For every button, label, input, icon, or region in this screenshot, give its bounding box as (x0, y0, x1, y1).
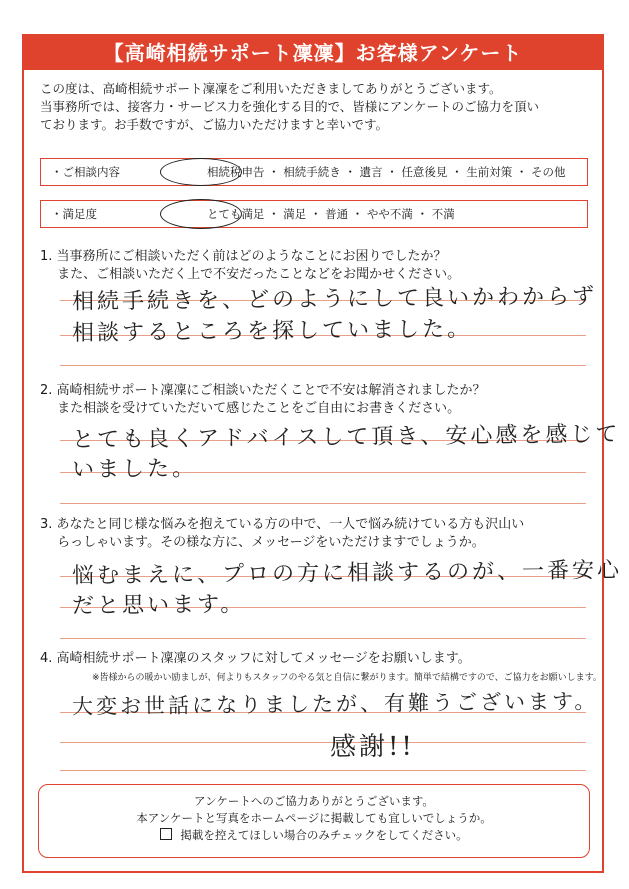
question-4 (40, 650, 471, 668)
answer-4-line-1: 大変お世話になりましたが、有難うございます。 (71, 689, 599, 719)
question-4-note: ※皆様からの暖かい励ましが、何よりもスタッフのやる気と自信に繋がります。簡単で結構ですので、ご協力をお願いします。 (92, 673, 602, 683)
footer-publish-question: 本アンケートと写真をホームページに掲載しても宜しいでしょうか。 (136, 811, 492, 825)
question-text: 1. 当事務所にご相談いただく前はどのようなことにお困りでしたか？ (40, 249, 447, 264)
answer-rule (60, 503, 586, 504)
question-3 (40, 516, 524, 552)
consultation-label: ・ご相談内容 (51, 165, 120, 179)
question-2 (40, 382, 486, 418)
footer-thanks: アンケートへのご協力ありがとうございます。 (194, 794, 434, 808)
question-text: また、ご相談いただく上で不安だったことなどをお聞かせください。 (40, 267, 461, 282)
consultation-options: 相続税申告 ・ 相続手続き ・ 遺言 ・ 任意後見 ・ 生前対策 ・ その他 (207, 165, 566, 179)
question-text: 4. 高崎相続サポート凜凜のスタッフに対してメッセージをお願いします。 (40, 651, 471, 666)
question-text: らっしゃいます。その様な方に、メッセージをいただけますでしょうか。 (40, 535, 485, 550)
consultation-field (40, 158, 588, 186)
answer-3-line-2: だと思います。 (71, 592, 246, 619)
question-1 (40, 248, 460, 284)
satisfaction-field (40, 200, 588, 228)
answer-2-line-2: いました。 (71, 456, 198, 483)
answer-rule (60, 638, 586, 639)
footer-box (38, 784, 590, 858)
survey-title: 【高崎相続サポート凜凜】お客様アンケート (24, 36, 602, 70)
answer-rule (60, 365, 586, 366)
satisfaction-selected-circle (160, 199, 242, 229)
question-text: 2. 高崎相続サポート凜凜にご相談いただくことで不安は解消されましたか？ (40, 383, 486, 398)
answer-1-line-1: 相続手続きを、どのようにして良いかわからず (71, 284, 598, 315)
consultation-selected-circle (160, 158, 242, 186)
answer-2-line-1: とても良くアドバイスして頂き、安心感を感じて (71, 422, 621, 453)
intro-text (40, 80, 600, 134)
satisfaction-options: とても満足 ・ 満足 ・ 普通 ・ やや不満 ・ 不満 (207, 207, 455, 221)
intro-line: 当事務所では、接客力・サービス力を強化する目的で、皆様にアンケートのご協力を頂い (40, 99, 540, 114)
answer-1-line-2: 相談するところを探していました。 (71, 316, 473, 347)
question-text: また相談を受けていただいて感じたことをご自由にお書きください。 (40, 401, 461, 416)
answer-4-line-2: 感謝!! (329, 731, 416, 763)
footer-checkbox-label: 掲載を控えてほしい場合のみチェックをしてください。 (180, 828, 468, 842)
answer-rule (60, 770, 586, 771)
answer-3-line-1: 悩むまえに、プロの方に相談するのが、一番安心 (71, 558, 623, 589)
intro-line: ております。お手数ですが、ご協力いただけますと幸いです。 (40, 117, 389, 132)
question-text: 3. あなたと同じ様な悩みを抱えている方の中で、一人で悩み続けている方も沢山い (40, 517, 525, 532)
publish-opt-out-checkbox[interactable] (160, 828, 172, 840)
answer-rule (60, 742, 586, 743)
intro-line: この度は、高崎相続サポート凜凜をご利用いただきましてありがとうございます。 (40, 81, 502, 96)
satisfaction-label: ・満足度 (51, 207, 97, 221)
footer-checkbox-row[interactable] (39, 827, 589, 844)
